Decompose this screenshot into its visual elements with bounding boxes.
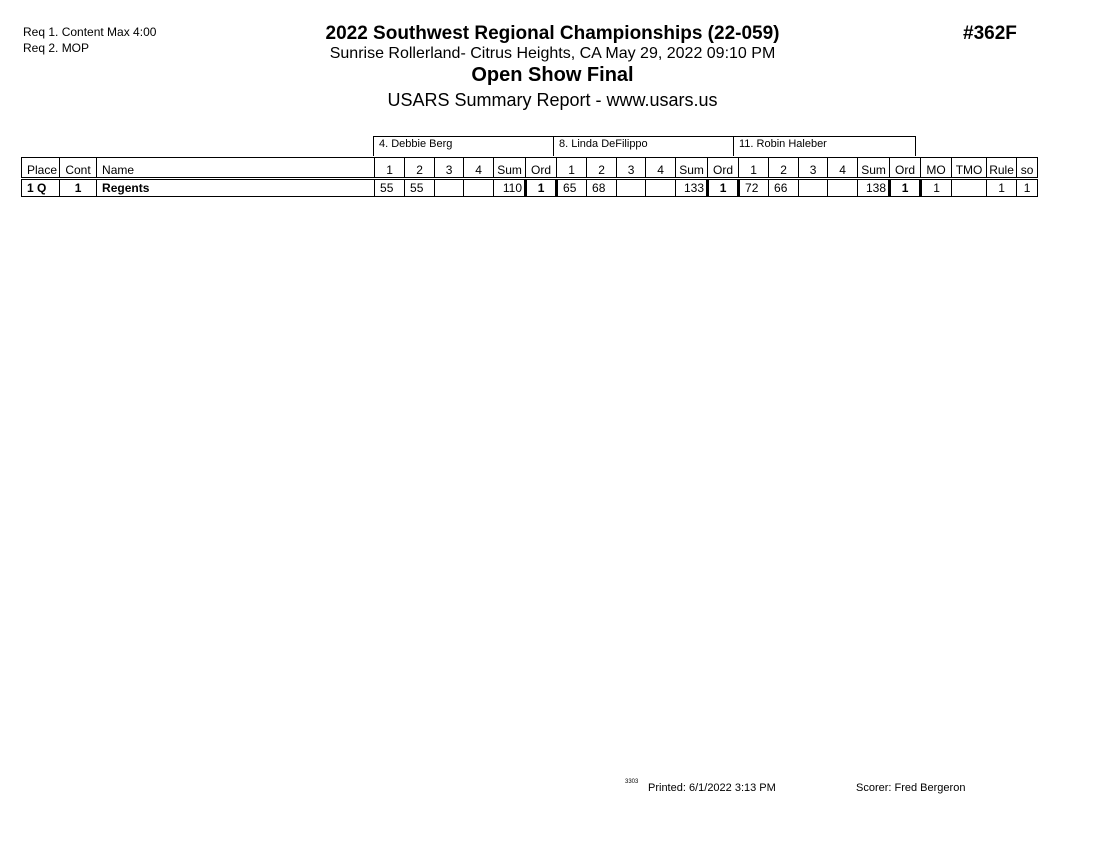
j2-col-4: 4 bbox=[646, 158, 676, 179]
j3-col-4: 4 bbox=[828, 158, 858, 179]
j3-col-ord: Ord bbox=[890, 158, 921, 179]
j1-col-3: 3 bbox=[435, 158, 464, 179]
judge-header-3: 11. Robin Haleber bbox=[733, 136, 916, 156]
j3-col-sum: Sum bbox=[858, 158, 890, 179]
row-place: 1 Q bbox=[22, 179, 60, 197]
j1-col-4: 4 bbox=[464, 158, 494, 179]
j3-score-2: 66 bbox=[769, 179, 799, 197]
j2-score-4 bbox=[646, 179, 676, 197]
results-table bbox=[21, 157, 1038, 197]
event-name: Open Show Final bbox=[471, 64, 634, 86]
j3-score-3 bbox=[799, 179, 828, 197]
row-rule: 1 bbox=[987, 179, 1017, 197]
j2-score-2: 68 bbox=[587, 179, 617, 197]
col-so: so bbox=[1017, 158, 1038, 179]
j2-ord: 1 bbox=[708, 179, 739, 197]
j2-col-ord: Ord bbox=[708, 158, 739, 179]
requirement-1: Req 1. Content Max 4:00 bbox=[23, 25, 157, 39]
col-mo: MO bbox=[921, 158, 952, 179]
j2-col-sum: Sum bbox=[676, 158, 708, 179]
judge-header-1: 4. Debbie Berg bbox=[373, 136, 554, 156]
j2-col-3: 3 bbox=[617, 158, 646, 179]
j3-score-1: 72 bbox=[739, 179, 769, 197]
judge-header-2: 8. Linda DeFilippo bbox=[553, 136, 734, 156]
j1-ord: 1 bbox=[526, 179, 557, 197]
col-rule: Rule bbox=[987, 158, 1017, 179]
j2-col-2: 2 bbox=[587, 158, 617, 179]
requirement-2: Req 2. MOP bbox=[23, 41, 90, 55]
event-number: #362F bbox=[963, 23, 1017, 44]
scorer: Scorer: Fred Bergeron bbox=[856, 782, 966, 794]
j2-score-1: 65 bbox=[557, 179, 587, 197]
j3-col-1: 1 bbox=[739, 158, 769, 179]
footer-code: 3303 bbox=[625, 779, 639, 785]
j2-sum: 133 bbox=[676, 179, 708, 197]
table-row bbox=[22, 179, 1038, 197]
j2-col-1: 1 bbox=[557, 158, 587, 179]
row-mo: 1 bbox=[921, 179, 952, 197]
location-date: Sunrise Rollerland- Citrus Heights, CA May 29, 2022 09:10 PM bbox=[329, 45, 776, 62]
col-tmo: TMO bbox=[952, 158, 987, 179]
row-tmo bbox=[952, 179, 987, 197]
j3-sum: 138 bbox=[858, 179, 890, 197]
j3-ord: 1 bbox=[890, 179, 921, 197]
j3-col-3: 3 bbox=[799, 158, 828, 179]
printed-timestamp: Printed: 6/1/2022 3:13 PM bbox=[648, 782, 776, 794]
row-cont: 1 bbox=[60, 179, 97, 197]
j1-score-3 bbox=[435, 179, 464, 197]
row-so: 1 bbox=[1017, 179, 1038, 197]
row-name: Regents bbox=[97, 179, 375, 197]
j1-col-2: 2 bbox=[405, 158, 435, 179]
j1-col-sum: Sum bbox=[494, 158, 526, 179]
j1-score-1: 55 bbox=[375, 179, 405, 197]
competition-title: 2022 Southwest Regional Championships (22-059) bbox=[325, 23, 780, 44]
col-cont: Cont bbox=[60, 158, 97, 179]
j1-score-4 bbox=[464, 179, 494, 197]
j1-col-1: 1 bbox=[375, 158, 405, 179]
j1-sum: 110 bbox=[494, 179, 526, 197]
col-name: Name bbox=[97, 158, 375, 179]
j1-score-2: 55 bbox=[405, 179, 435, 197]
col-place: Place bbox=[22, 158, 60, 179]
column-header-row bbox=[22, 158, 1038, 179]
j2-score-3 bbox=[617, 179, 646, 197]
report-name: USARS Summary Report - www.usars.us bbox=[387, 90, 718, 110]
j3-score-4 bbox=[828, 179, 858, 197]
j3-col-2: 2 bbox=[769, 158, 799, 179]
j1-col-ord: Ord bbox=[526, 158, 557, 179]
